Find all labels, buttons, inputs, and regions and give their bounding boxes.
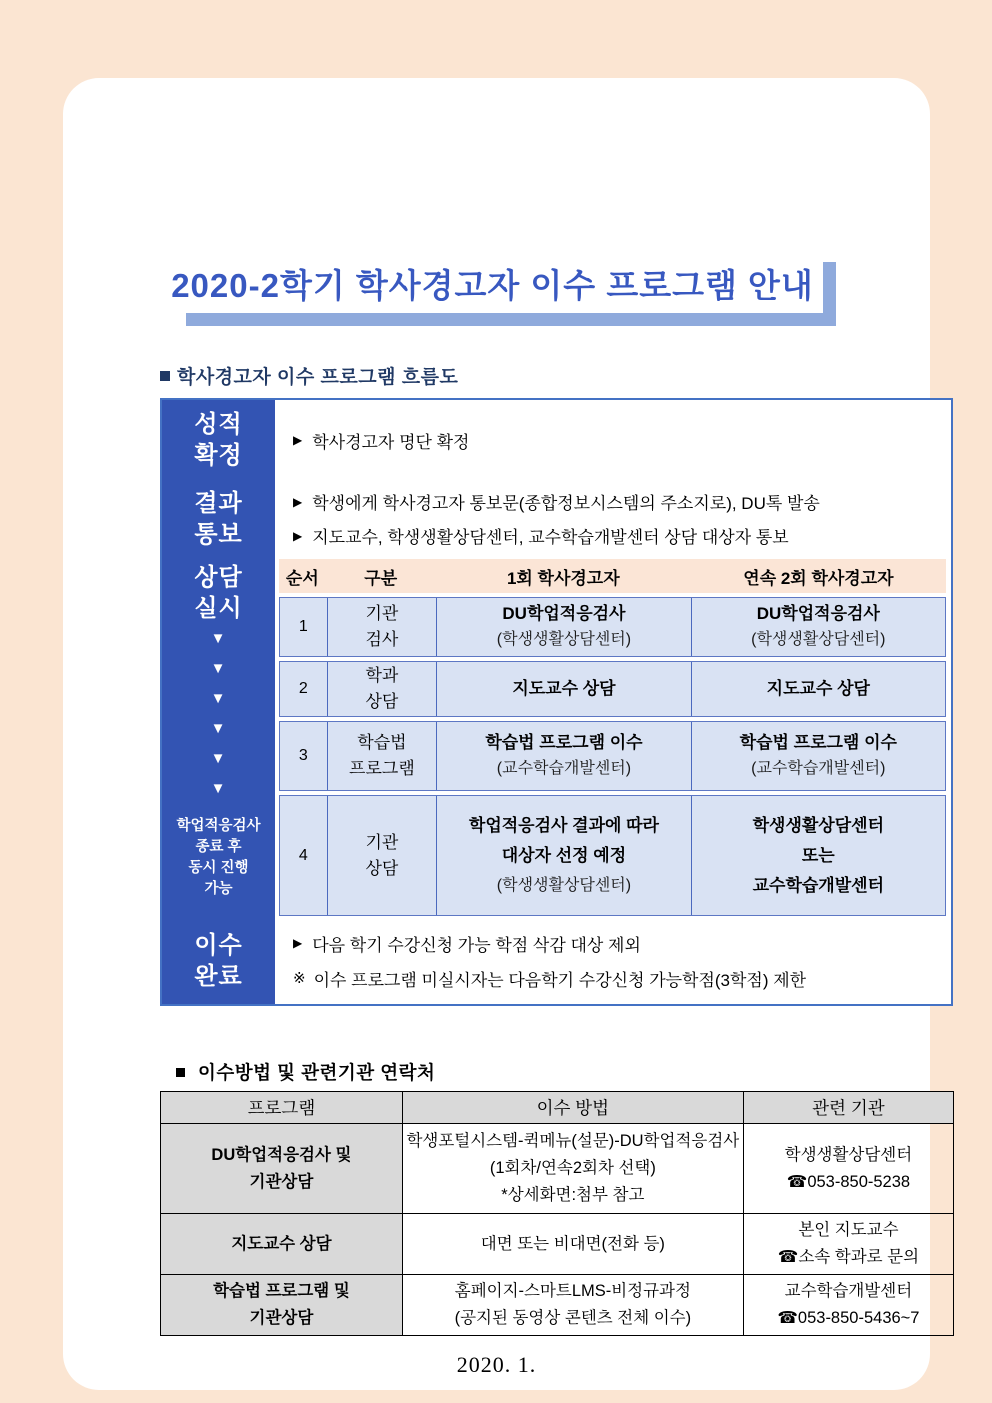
cell-line: DU학업적응검사	[502, 604, 626, 623]
cell-line: 기관	[365, 832, 399, 852]
column-header: 구분	[364, 568, 398, 588]
table-row	[279, 721, 946, 791]
cell-line: *상세화면:첨부 참고	[501, 1186, 645, 1204]
cell-line: 교수학습개발센터	[784, 1282, 913, 1300]
down-arrow-icon: ▼	[210, 780, 227, 797]
right-triangle-bullet-icon: ▶	[293, 494, 303, 509]
cell-line: 대면 또는 비대면(전화 등)	[480, 1234, 665, 1253]
cell-line: (공지된 동영상 콘텐츠 전체 이수)	[454, 1309, 692, 1327]
row-number: 2	[298, 680, 308, 697]
phone-line: ☎053-850-5238	[786, 1172, 911, 1191]
row-number-cell	[280, 796, 327, 915]
method-cell	[402, 1275, 743, 1336]
program-cell	[161, 1124, 403, 1214]
second-warning-cell	[691, 722, 945, 790]
sidebar-note-line: 가능	[204, 881, 233, 897]
cell-line: 기관	[365, 604, 399, 623]
cell-line: 학업적응검사 결과에 따라	[468, 815, 659, 835]
stage-complete	[162, 917, 275, 1004]
org-cell	[743, 1124, 953, 1214]
category-cell	[327, 598, 437, 656]
row-number: 3	[298, 747, 308, 764]
cell-line: 상담	[365, 692, 399, 711]
right-triangle-bullet-icon: ▶	[293, 936, 303, 950]
cell-line: 기관상담	[249, 1172, 314, 1191]
counsel-table-header-row	[279, 559, 946, 593]
bullet-item-text: 다음 학기 수강신청 가능 학점 삭감 대상 제외	[312, 935, 641, 955]
first-warning-cell	[436, 598, 690, 656]
contact-section-heading	[176, 1059, 435, 1085]
down-arrow-icon: ▼	[210, 720, 227, 737]
cell-line: (교수학습개발센터)	[496, 760, 632, 777]
cell-line: DU학업적응검사	[756, 604, 880, 623]
second-warning-cell	[691, 796, 945, 915]
cell-line: 학과	[365, 666, 399, 685]
bullet-item	[293, 523, 951, 548]
cell-line: DU학업적응검사 및	[211, 1145, 352, 1164]
bullet-item-text: 학생에게 학사경고자 통보문(종합정보시스템의 주소지로), DU톡 발송	[312, 494, 820, 513]
grade-confirm-content	[275, 400, 951, 480]
right-triangle-bullet-icon: ▶	[293, 433, 303, 447]
stage-label-line: 성적	[194, 411, 243, 438]
table-row	[161, 1275, 954, 1336]
bullet-item-text: 이수 프로그램 미실시자는 다음학기 수강신청 가능학점(3학점) 제한	[313, 970, 807, 990]
table-row	[279, 597, 946, 657]
column-header: 연속 2회 학사경고자	[743, 568, 894, 588]
cell-line: (1회차/연속2회차 선택)	[489, 1159, 656, 1177]
method-cell	[402, 1124, 743, 1214]
cell-line: (학생생활상담센터)	[751, 631, 886, 648]
second-warning-cell	[691, 598, 945, 656]
cell-line: 학습법 프로그램 이수	[739, 733, 897, 752]
stage-label-line: 실시	[194, 595, 243, 622]
row-number-cell	[280, 662, 327, 716]
stage-counsel	[162, 557, 275, 917]
cell-line: 학습법	[357, 733, 407, 752]
cell-line: 검사	[365, 630, 399, 649]
column-header: 관련 기관	[743, 1092, 953, 1124]
reference-mark-icon: ※	[293, 970, 306, 987]
column-header: 프로그램	[161, 1092, 403, 1124]
phone-line: ☎053-850-5436~7	[777, 1309, 920, 1327]
bullet-item	[293, 966, 951, 991]
stage-label-line: 이수	[194, 931, 243, 959]
bullet-item-text: 지도교수, 학생생활상담센터, 교수학습개발센터 상담 대상자 통보	[312, 528, 789, 547]
method-cell	[402, 1214, 743, 1275]
sidebar-note-line: 동시 진행	[188, 860, 249, 876]
row-number: 4	[298, 846, 308, 864]
cell-line: 홈페이지-스마트LMS-비정규과정	[454, 1282, 691, 1300]
contact-table-header-row	[161, 1092, 954, 1124]
bullet-item	[293, 428, 951, 453]
down-arrow-icon: ▼	[210, 690, 227, 707]
first-warning-cell	[436, 722, 690, 790]
stage-label-line: 상담	[194, 564, 243, 591]
cell-line: 지도교수 상담	[512, 679, 616, 698]
flow-sidebar	[162, 400, 275, 1004]
category-cell	[327, 722, 437, 790]
square-bullet-icon	[160, 371, 170, 381]
contact-section-title: 이수방법 및 관련기관 연락처	[198, 1062, 436, 1083]
second-warning-cell	[691, 662, 945, 716]
cell-line: (교수학습개발센터)	[751, 760, 886, 777]
cell-line: 학생포털시스템-퀵메뉴(설문)-DU학업적응검사	[406, 1132, 740, 1150]
square-bullet-icon	[176, 1068, 185, 1077]
org-cell	[743, 1275, 953, 1336]
column-header: 이수 방법	[402, 1092, 743, 1124]
table-row	[161, 1124, 954, 1214]
document-card	[63, 78, 930, 1390]
document-date: 2020. 1.	[456, 1352, 537, 1377]
cell-line: 대상자 선정 예정	[501, 845, 627, 865]
stage-label-line: 통보	[194, 520, 243, 548]
category-cell	[327, 796, 437, 915]
sidebar-note-line: 종료 후	[195, 839, 242, 855]
stage-result-notify	[162, 480, 275, 557]
cell-line: 학습법 프로그램 이수	[485, 733, 643, 752]
cell-line: 학습법 프로그램 및	[213, 1282, 350, 1300]
stage-label-line: 결과	[194, 489, 243, 517]
phone-line: ☎소속 학과로 문의	[777, 1248, 920, 1266]
cell-line: 교수학습개발센터	[752, 875, 884, 895]
first-warning-cell	[436, 662, 690, 716]
cell-line: 본인 지도교수	[798, 1221, 899, 1239]
cell-line: 학생생활상담센터	[784, 1145, 913, 1164]
row-number: 1	[298, 618, 308, 635]
down-arrow-icon: ▼	[210, 750, 227, 767]
flow-content	[275, 400, 951, 1004]
down-arrow-icon: ▼	[210, 630, 227, 647]
down-arrow-icon: ▼	[210, 660, 227, 677]
stage-grade-confirm	[162, 400, 275, 480]
flow-section-heading	[160, 362, 458, 389]
category-cell	[327, 662, 437, 716]
program-cell	[161, 1275, 403, 1336]
table-row	[279, 661, 946, 717]
column-header: 1회 학사경고자	[506, 568, 620, 588]
stage-label-line: 확정	[194, 442, 243, 469]
cell-line: 상담	[365, 858, 399, 878]
cell-line: 지도교수 상담	[231, 1234, 332, 1253]
right-triangle-bullet-icon: ▶	[293, 528, 303, 543]
column-header: 순서	[285, 568, 319, 588]
complete-content	[275, 917, 951, 1004]
sidebar-note	[176, 816, 260, 900]
row-number-cell	[280, 722, 327, 790]
cell-line: (학생생활상담센터)	[496, 876, 632, 894]
program-cell	[161, 1214, 403, 1275]
sidebar-note-line: 학업적응검사	[176, 818, 261, 834]
stage-label-line: 완료	[194, 962, 243, 990]
row-number-cell	[280, 598, 327, 656]
counsel-schedule-table	[275, 557, 951, 917]
cell-line: 프로그램	[349, 759, 415, 778]
bullet-item-text: 학사경고자 명단 확정	[312, 432, 470, 452]
bullet-item	[293, 489, 951, 514]
title-block	[63, 260, 930, 313]
page-title: 2020-2학기 학사경고자 이수 프로그램 안내	[171, 260, 822, 313]
cell-line: 또는	[801, 845, 835, 865]
cell-line: 지도교수 상담	[766, 679, 870, 698]
cell-line: 기관상담	[249, 1309, 314, 1327]
contact-table	[160, 1091, 954, 1336]
bullet-item	[293, 931, 951, 956]
flow-section-title: 학사경고자 이수 프로그램 흐름도	[177, 367, 459, 388]
cell-line: (학생생활상담센터)	[496, 631, 632, 648]
result-notify-content	[275, 480, 951, 557]
table-row	[161, 1214, 954, 1275]
table-row	[279, 795, 946, 916]
cell-line: 학생생활상담센터	[752, 815, 884, 835]
org-cell	[743, 1214, 953, 1275]
first-warning-cell	[436, 796, 690, 915]
flow-table	[160, 398, 953, 1006]
